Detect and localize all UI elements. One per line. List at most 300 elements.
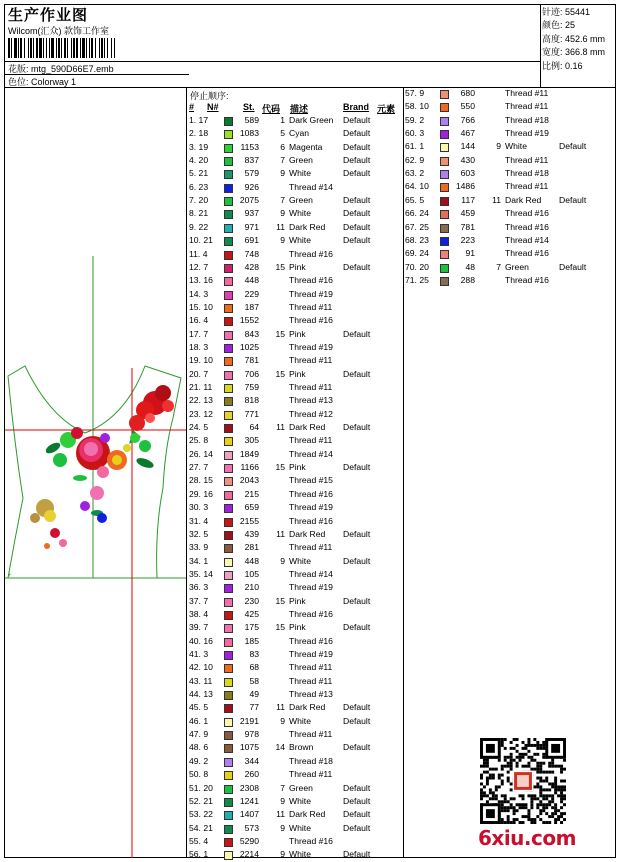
- site-logo: 6xiu.com: [478, 826, 576, 850]
- stitch-count: 766: [460, 114, 475, 125]
- stop-index: 65. 5: [405, 194, 425, 205]
- stat-width: 宽度: 366.8 mm: [542, 47, 606, 58]
- barcode: [8, 38, 116, 58]
- stop-index: 70. 20: [405, 261, 429, 272]
- stop-index: 12. 7: [189, 261, 209, 272]
- stop-index: 18. 3: [189, 341, 209, 352]
- thread-brand: Default: [559, 261, 587, 272]
- thread-desc: White: [289, 715, 311, 726]
- stop-index: 17. 7: [189, 328, 209, 339]
- thread-desc: Thread #19: [289, 341, 333, 352]
- thread-desc: Thread #16: [289, 608, 333, 619]
- stop-index: 31. 4: [189, 515, 209, 526]
- stitch-count: 77: [249, 702, 259, 713]
- stop-index: 11. 4: [189, 248, 208, 259]
- stop-index: 23. 12: [189, 408, 213, 419]
- thread-brand: Default: [343, 849, 371, 860]
- embroidery-preview: [5, 88, 186, 858]
- stop-index: 4. 20: [189, 155, 209, 166]
- thread-brand: Default: [343, 128, 371, 139]
- stop-index: 8. 21: [189, 208, 209, 219]
- thread-code: 11: [276, 702, 285, 713]
- thread-desc: Thread #18: [505, 168, 549, 179]
- stitch-count: 187: [244, 301, 259, 312]
- thread-desc: Dark Green: [289, 115, 334, 125]
- col-desc: 描述: [290, 104, 309, 114]
- thread-desc: White: [289, 208, 311, 219]
- thread-desc: Thread #16: [289, 835, 333, 846]
- stop-index: 33. 9: [189, 542, 209, 553]
- stop-index: 67. 25: [405, 221, 429, 232]
- thread-brand: Default: [343, 195, 371, 206]
- thread-code: 11: [276, 809, 285, 820]
- stitch-count: 448: [244, 275, 259, 286]
- thread-brand: Default: [343, 822, 371, 833]
- stitch-count: 459: [460, 208, 475, 219]
- stitch-count: 771: [244, 408, 259, 419]
- thread-code: 7: [280, 155, 285, 166]
- thread-desc: Thread #19: [289, 288, 333, 299]
- thread-desc: Thread #15: [289, 475, 333, 486]
- thread-desc: Thread #19: [505, 128, 549, 139]
- stitch-count: 971: [244, 221, 259, 232]
- small-flowers: [30, 486, 107, 549]
- stitch-count: 64: [249, 422, 259, 433]
- stitch-count: 430: [460, 154, 475, 165]
- thread-brand: Default: [343, 168, 371, 179]
- stitch-count: 229: [244, 288, 259, 299]
- thread-desc: Thread #11: [505, 88, 549, 98]
- divider: [540, 4, 541, 88]
- stop-index: 34. 1: [189, 555, 209, 566]
- thread-desc: Thread #11: [289, 301, 333, 312]
- thread-desc: Thread #16: [505, 274, 549, 285]
- thread-desc: Thread #19: [289, 649, 333, 659]
- stitch-count: 781: [460, 221, 475, 232]
- thread-brand: Default: [343, 702, 371, 713]
- col-element: 元素: [377, 104, 396, 114]
- thread-code: 9: [280, 849, 285, 860]
- stitch-count: 926: [244, 181, 259, 192]
- stitch-count: 49: [249, 689, 259, 700]
- studio-name: Wilcom(汇众) 款饰工作室: [8, 26, 109, 36]
- stop-index: 36. 3: [189, 582, 209, 593]
- stop-index: 39. 7: [189, 622, 209, 633]
- thread-code: 7: [280, 782, 285, 793]
- stop-index: 61. 1: [405, 141, 425, 152]
- stop-index: 64. 10: [405, 181, 429, 192]
- stop-index: 59. 2: [405, 114, 425, 125]
- thread-brand: Default: [343, 795, 371, 806]
- stitch-count: 1083: [239, 128, 259, 139]
- stop-index: 56. 1: [189, 849, 209, 860]
- thread-desc: Thread #14: [505, 234, 549, 245]
- thread-code: 15: [275, 368, 285, 379]
- stop-index: 66. 24: [405, 208, 429, 219]
- thread-desc: White: [289, 555, 311, 566]
- thread-brand: Default: [343, 782, 371, 793]
- thread-desc: Thread #19: [289, 502, 333, 513]
- stitch-count: 91: [465, 248, 475, 259]
- thread-desc: Thread #16: [289, 248, 333, 259]
- stitch-count: 215: [244, 488, 259, 499]
- thread-desc: Thread #16: [289, 488, 333, 499]
- stop-index: 58. 10: [405, 101, 429, 112]
- stitch-count: 281: [244, 542, 259, 553]
- stop-index: 1. 17: [189, 115, 209, 125]
- thread-desc: Thread #16: [289, 515, 333, 526]
- stop-index: 43. 11: [189, 675, 213, 686]
- stop-index: 42. 10: [189, 662, 213, 673]
- thread-brand: Default: [343, 261, 371, 272]
- stop-index: 14. 3: [189, 288, 209, 299]
- stop-index: 38. 4: [189, 608, 209, 619]
- thread-desc: Green: [289, 155, 313, 166]
- stitch-count: 706: [244, 368, 259, 379]
- stop-index: 32. 5: [189, 528, 209, 539]
- stats-panel: [542, 6, 605, 73]
- thread-desc: Thread #18: [505, 114, 549, 125]
- svg-text:+: +: [8, 573, 12, 579]
- stitch-count: 2155: [239, 515, 259, 526]
- thread-code: 9: [280, 168, 285, 179]
- stop-index: 3. 19: [189, 141, 209, 152]
- page-title: 生产作业图: [8, 7, 89, 24]
- thread-desc: White: [289, 235, 311, 246]
- stop-index: 69. 24: [405, 248, 429, 259]
- thread-desc: Thread #11: [505, 101, 549, 112]
- stop-index: 62. 9: [405, 154, 425, 165]
- stitch-count: 691: [244, 235, 259, 246]
- thread-desc: Cyan: [289, 128, 310, 139]
- thread-brand: Default: [343, 622, 371, 633]
- thread-code: 1: [280, 115, 285, 125]
- stop-index: 40. 16: [189, 635, 213, 646]
- thread-desc: Thread #13: [289, 689, 333, 700]
- stop-index: 53. 22: [189, 809, 213, 820]
- divider: [186, 87, 187, 858]
- stitch-count: 680: [460, 88, 475, 98]
- thread-brand: Default: [559, 141, 587, 152]
- stitch-count: 1166: [240, 462, 259, 473]
- thread-desc: Thread #11: [289, 675, 333, 686]
- thread-desc: Thread #14: [289, 568, 333, 579]
- stitch-count: 843: [244, 328, 259, 339]
- thread-code: 5: [280, 128, 285, 139]
- col-stitches: St.: [243, 102, 255, 112]
- stitch-count: 2191: [239, 715, 259, 726]
- thread-desc: Dark Red: [289, 702, 326, 713]
- stitch-count: 837: [244, 155, 259, 166]
- thread-desc: White: [289, 822, 311, 833]
- thread-code: 9: [496, 141, 501, 152]
- stitch-count: 579: [244, 168, 259, 179]
- thread-desc: Thread #11: [289, 382, 333, 392]
- stop-index: 52. 21: [189, 795, 213, 806]
- stop-index: 24. 5: [189, 422, 209, 433]
- peony-cluster: [53, 427, 151, 478]
- thread-code: 9: [280, 208, 285, 219]
- stitch-count: 759: [244, 382, 259, 392]
- file-label: 花版:: [8, 64, 29, 74]
- stop-index: 25. 8: [189, 435, 209, 446]
- thread-desc: Thread #12: [289, 408, 333, 419]
- thread-desc: Thread #19: [289, 582, 333, 593]
- thread-desc: Dark Red: [289, 422, 326, 433]
- thread-desc: Green: [289, 195, 313, 206]
- thread-code: 9: [280, 555, 285, 566]
- thread-desc: Dark Red: [505, 194, 542, 205]
- stop-index: 28. 15: [189, 475, 213, 486]
- thread-brand: Default: [343, 328, 371, 339]
- thread-code: 15: [275, 462, 285, 473]
- stitch-count: 1075: [239, 742, 259, 753]
- thread-desc: Thread #11: [289, 355, 333, 366]
- stop-index: 55. 4: [189, 835, 209, 846]
- thread-brand: Default: [343, 528, 371, 539]
- thread-desc: Thread #11: [289, 435, 333, 446]
- stitch-count: 305: [244, 435, 259, 446]
- col-brand: Brand: [343, 102, 370, 112]
- thread-brand: Default: [343, 141, 371, 152]
- thread-desc: Pink: [289, 462, 306, 473]
- stitch-count: 223: [460, 234, 475, 245]
- stop-index: 10. 21: [189, 235, 213, 246]
- stitch-count: 185: [244, 635, 259, 646]
- qr-code: [480, 738, 566, 824]
- thread-desc: Thread #11: [505, 154, 549, 165]
- stat-scale: 比例: 0.16: [542, 60, 583, 71]
- stitch-count: 1407: [239, 809, 259, 820]
- stat-stitches: 针迹: 55441: [542, 7, 591, 17]
- stop-index: 49. 2: [189, 755, 209, 766]
- stitch-count: 58: [249, 675, 259, 686]
- stop-index: 2. 18: [189, 128, 209, 139]
- stitch-count: 589: [244, 115, 259, 125]
- stop-index: 60. 3: [405, 128, 425, 139]
- stop-index: 6. 23: [189, 181, 209, 192]
- colorway-name: Colorway 1: [31, 77, 77, 87]
- thread-desc: Pink: [289, 328, 306, 339]
- thread-desc: Pink: [289, 368, 306, 379]
- thread-desc: White: [289, 795, 311, 806]
- stop-index: 68. 23: [405, 234, 429, 245]
- stop-index: 57. 9: [405, 88, 425, 98]
- stop-index: 71. 25: [405, 274, 429, 285]
- thread-code: 15: [275, 261, 285, 272]
- thread-desc: Thread #18: [289, 755, 333, 766]
- stop-index: 30. 3: [189, 502, 209, 513]
- stitch-count: 1849: [239, 448, 259, 459]
- stitch-count: 1241: [239, 795, 259, 806]
- col-num: #: [189, 102, 195, 112]
- stitch-count: 48: [465, 261, 475, 272]
- stop-index: 20. 7: [189, 368, 209, 379]
- thread-desc: White: [289, 168, 311, 179]
- stop-index: 16. 4: [189, 315, 209, 326]
- thread-brand: Default: [343, 555, 371, 566]
- stop-index: 46. 1: [189, 715, 209, 726]
- stitch-count: 210: [244, 582, 259, 593]
- thread-brand: Default: [343, 595, 371, 606]
- stop-sequence-title: 停止顺序:: [190, 91, 229, 101]
- stop-index: 5. 21: [189, 168, 209, 179]
- stitch-count: 439: [244, 528, 259, 539]
- thread-desc: White: [505, 141, 527, 152]
- thread-code: 6: [280, 141, 285, 152]
- thread-brand: Default: [343, 368, 371, 379]
- stitch-count: 428: [244, 261, 259, 272]
- stitch-count: 288: [460, 274, 475, 285]
- thread-brand: Default: [343, 115, 371, 125]
- thread-code: 9: [280, 235, 285, 246]
- stop-index: 41. 3: [189, 649, 209, 659]
- thread-brand: Default: [559, 194, 587, 205]
- stop-index: 13. 16: [189, 275, 213, 286]
- thread-desc: Dark Red: [289, 528, 326, 539]
- stop-index: 48. 6: [189, 742, 209, 753]
- stitch-count: 573: [244, 822, 259, 833]
- thread-code: 11: [276, 422, 285, 433]
- thread-desc: Thread #16: [505, 208, 549, 219]
- thread-code: 11: [492, 194, 501, 205]
- divider: [403, 87, 404, 858]
- thread-code: 9: [280, 822, 285, 833]
- stitch-count: 5290: [239, 835, 259, 846]
- thread-desc: Thread #13: [289, 395, 333, 406]
- stop-index: 35. 14: [189, 568, 213, 579]
- thread-code: 15: [275, 328, 285, 339]
- stitch-count: 175: [244, 622, 259, 633]
- thread-code: 7: [280, 195, 285, 206]
- divider: [4, 74, 189, 75]
- stop-index: 19. 10: [189, 355, 213, 366]
- stop-index: 29. 16: [189, 488, 213, 499]
- thread-brand: Default: [343, 221, 371, 232]
- stitch-count: 230: [244, 595, 259, 606]
- stop-index: 9. 22: [189, 221, 209, 232]
- stop-index: 22. 13: [189, 395, 213, 406]
- stitch-count: 2075: [239, 195, 259, 206]
- stat-colors: 颜色: 25: [542, 20, 576, 31]
- stop-index: 47. 9: [189, 729, 209, 740]
- thread-desc: Thread #11: [289, 769, 333, 780]
- stitch-count: 1552: [239, 315, 259, 326]
- thread-brand: Default: [343, 208, 371, 219]
- stop-index: 51. 20: [189, 782, 213, 793]
- file-name: mtg_590D66E7.emb: [31, 64, 114, 74]
- stitch-count: 781: [244, 355, 259, 366]
- stitch-count: 1025: [239, 341, 259, 352]
- thread-desc: Pink: [289, 622, 306, 633]
- stitch-count: 1486: [455, 181, 475, 192]
- thread-code: 7: [496, 261, 501, 272]
- thread-code: 15: [275, 595, 285, 606]
- thread-desc: Green: [289, 782, 313, 793]
- stitch-count: 2308: [239, 782, 259, 793]
- stop-index: 63. 2: [405, 168, 425, 179]
- thread-desc: Thread #16: [289, 315, 333, 326]
- stitch-count: 68: [249, 662, 259, 673]
- thread-code: 9: [280, 795, 285, 806]
- stitch-count: 83: [249, 649, 259, 659]
- thread-desc: Thread #16: [505, 221, 549, 232]
- thread-desc: Thread #11: [505, 181, 549, 192]
- divider: [4, 61, 540, 62]
- stop-index: 15. 10: [189, 301, 213, 312]
- stitch-count: 2214: [239, 849, 259, 860]
- stop-index: 54. 21: [189, 822, 213, 833]
- stitch-count: 550: [460, 101, 475, 112]
- stitch-count: 659: [244, 502, 259, 513]
- colorway-label: 色位:: [8, 77, 29, 87]
- stitch-count: 105: [244, 568, 259, 579]
- thread-desc: Green: [505, 261, 529, 272]
- stitch-count: 448: [244, 555, 259, 566]
- thread-desc: Thread #11: [289, 729, 333, 740]
- stop-index: 7. 20: [189, 195, 209, 206]
- stop-index: 26. 14: [189, 448, 213, 459]
- thread-code: 14: [275, 742, 285, 753]
- stop-index: 37. 7: [189, 595, 209, 606]
- thread-brand: Default: [343, 235, 371, 246]
- stitch-count: 344: [244, 755, 259, 766]
- thread-code: 9: [280, 715, 285, 726]
- thread-desc: Thread #14: [289, 181, 333, 192]
- stitch-count: 117: [461, 194, 475, 205]
- thread-brand: Default: [343, 809, 371, 820]
- stitch-count: 818: [244, 395, 259, 406]
- stitch-count: 260: [244, 769, 259, 780]
- stitch-count: 144: [460, 141, 475, 152]
- stitch-count: 467: [460, 128, 475, 139]
- thread-code: 15: [275, 622, 285, 633]
- stitch-count: 603: [460, 168, 475, 179]
- thread-code: 11: [276, 528, 285, 539]
- stop-index: 45. 5: [189, 702, 209, 713]
- thread-desc: Brown: [289, 742, 314, 753]
- thread-desc: Thread #16: [289, 635, 333, 646]
- thread-desc: Thread #14: [289, 448, 333, 459]
- thread-desc: Thread #11: [289, 662, 333, 673]
- thread-desc: Pink: [289, 595, 306, 606]
- stop-index: 50. 8: [189, 769, 209, 780]
- stitch-count: 748: [244, 248, 259, 259]
- stitch-count: 978: [244, 729, 259, 740]
- stitch-count: 425: [244, 608, 259, 619]
- thread-desc: Thread #16: [289, 275, 333, 286]
- thread-brand: Default: [343, 155, 371, 166]
- thread-desc: Dark Red: [289, 221, 326, 232]
- thread-desc: Dark Red: [289, 809, 326, 820]
- thread-desc: Thread #16: [505, 248, 549, 259]
- thread-desc: Magenta: [289, 141, 323, 152]
- thread-desc: Pink: [289, 261, 306, 272]
- thread-brand: Default: [343, 462, 371, 473]
- stat-height: 高度: 452.6 mm: [542, 33, 606, 44]
- stop-index: 27. 7: [189, 462, 209, 473]
- thread-brand: Default: [343, 715, 371, 726]
- thread-desc: White: [289, 849, 311, 860]
- stop-index: 44. 13: [189, 689, 213, 700]
- thread-desc: Thread #11: [289, 542, 333, 553]
- stop-index: 21. 11: [189, 382, 213, 392]
- thread-code: 11: [276, 221, 285, 232]
- col-code: 代码: [262, 104, 281, 114]
- stitch-count: 1153: [240, 141, 259, 152]
- stitch-count: 937: [244, 208, 259, 219]
- thread-brand: Default: [343, 742, 371, 753]
